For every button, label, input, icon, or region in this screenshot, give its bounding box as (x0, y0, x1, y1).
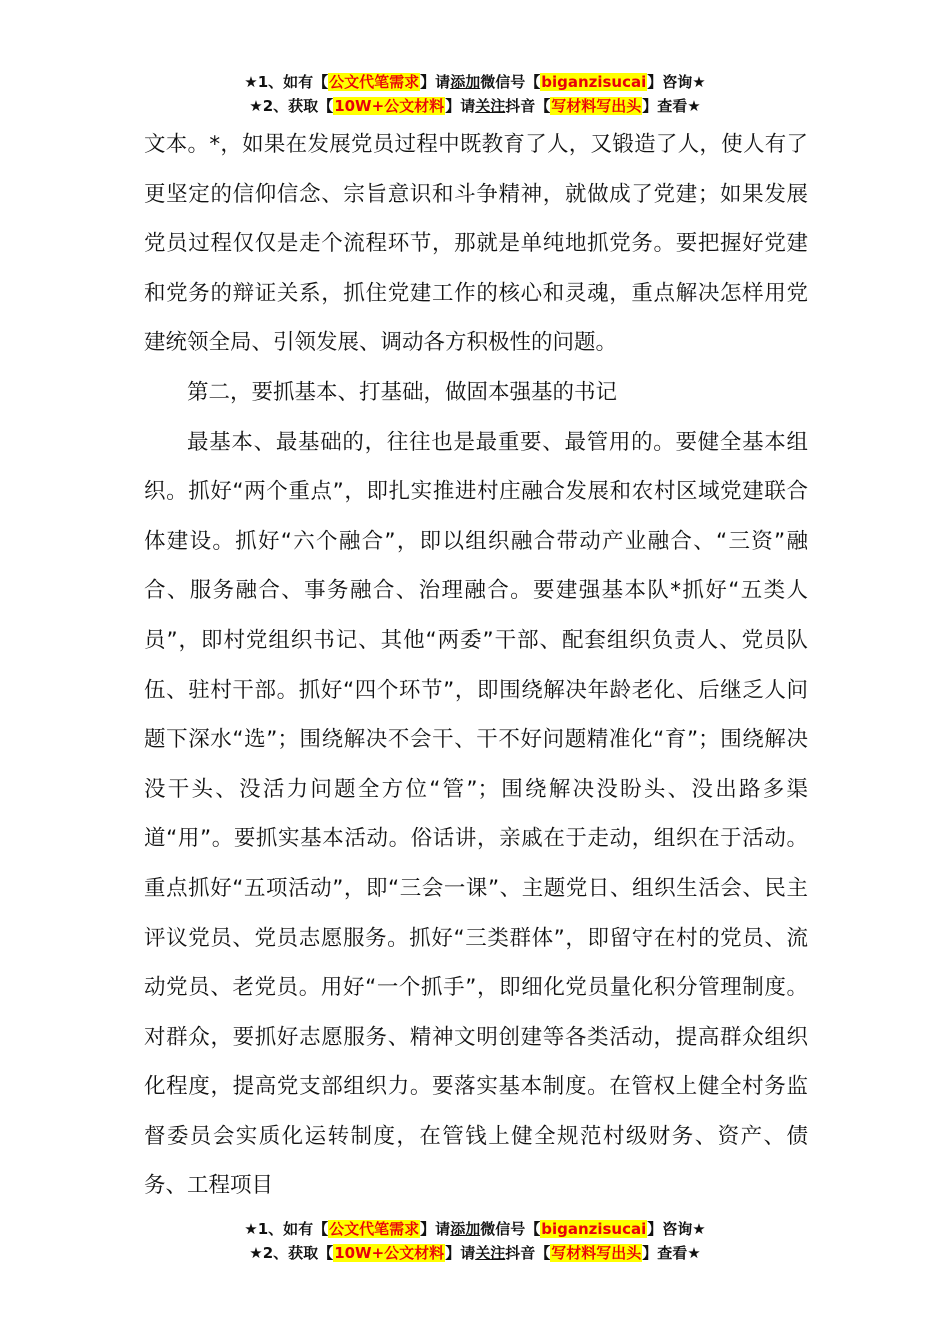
document-body (144, 120, 808, 1211)
promo-service-highlight: 公文代笔需求 (329, 1220, 420, 1238)
promo-line-2-mid: 】请 (445, 97, 476, 115)
promo-line-1-mid2: 微信号【 (480, 1220, 541, 1238)
promo-banner-bottom (0, 1217, 950, 1265)
promo-line-2-mid2: 抖音【 (505, 1244, 551, 1262)
promo-line-1-prefix: ★1、如有【 (244, 1220, 329, 1238)
promo-line-2-mid: 】请 (445, 1244, 476, 1262)
promo-add-emphasis: 添加 (450, 1220, 481, 1238)
promo-materials-highlight: 10W+公文材料 (334, 1244, 445, 1262)
promo-banner-top (0, 70, 950, 118)
promo-line-1-suffix: 】咨询★ (647, 73, 706, 91)
promo-line-1-mid: 】请 (420, 1220, 451, 1238)
promo-line-1-suffix: 】咨询★ (647, 1220, 706, 1238)
promo-line-2-prefix: ★2、获取【 (249, 97, 334, 115)
promo-line-1 (0, 1217, 950, 1241)
promo-line-1-mid2: 微信号【 (480, 73, 541, 91)
body-paragraph-2: 最基本、最基础的，往往也是最重要、最管用的。要健全基本组织。抓好“两个重点”，即扎实推进村庄融合发展和农村区域党建联合体建设。抓好“六个融合”，即以组织融合带动产业融合、“三资”融合、服务融合、事务融合、治理融合。要建强基本队*抓好“五类人员”，即村党组织书记、其他“两委”干部、配套组织负责人、党员队伍、驻村干部。抓好“四个环节”，即围绕解决年龄老化、后继乏人问题下深水“选”；围绕解决不会干、干不好问题精准化“育”；围绕解决没干头、没活力问题全方位“管”；围绕解决没盼头、没出路多渠道“用”。要抓实基本活动。俗话讲，亲戚在于走动，组织在于活动。重点抓好“五项活动”，即“三会一课”、主题党日、组织生活会、民主评议党员、党员志愿服务。抓好“三类群体”，即留守在村的党员、流动党员、老党员。用好“一个抓手”，即细化党员量化积分管理制度。对群众，要抓好志愿服务、精神文明创建等各类活动，提高群众组织化程度，提高党支部组织力。要落实基本制度。在管权上健全村务监督委员会实质化运转制度，在管钱上健全规范村级财务、资产、债务、工程项目 (144, 429, 808, 1199)
promo-wechat-id: biganzisucai (541, 1220, 647, 1238)
body-paragraph-1: 文本。*，如果在发展党员过程中既教育了人，又锻造了人，使人有了更坚定的信仰信念、宗旨意识和斗争精神，就做成了党建；如果发展党员过程仅仅是走个流程环节，那就是单纯地抓党务。要把握好党建和党务的辩证关系，抓住党建工作的核心和灵魂，重点解决怎样用党建统领全局、引领发展、调动各方积极性的问题。 (144, 132, 808, 356)
promo-line-2-suffix: 】查看★ (642, 97, 701, 115)
promo-materials-highlight: 10W+公文材料 (334, 97, 445, 115)
promo-douyin-account: 写材料写出头 (551, 1244, 642, 1262)
promo-line-2-suffix: 】查看★ (642, 1244, 701, 1262)
promo-service-highlight: 公文代笔需求 (329, 73, 420, 91)
promo-line-2 (0, 94, 950, 118)
promo-follow-emphasis: 关注 (475, 97, 506, 115)
promo-line-1-prefix: ★1、如有【 (244, 73, 329, 91)
promo-line-2-mid2: 抖音【 (505, 97, 551, 115)
promo-line-1 (0, 70, 950, 94)
promo-line-2-prefix: ★2、获取【 (249, 1244, 334, 1262)
section-heading-2: 第二，要抓基本、打基础，做固本强基的书记 (187, 379, 618, 405)
promo-line-1-mid: 】请 (420, 73, 451, 91)
promo-douyin-account: 写材料写出头 (551, 97, 642, 115)
promo-follow-emphasis: 关注 (475, 1244, 506, 1262)
promo-line-2 (0, 1241, 950, 1265)
promo-add-emphasis: 添加 (450, 73, 481, 91)
promo-wechat-id: biganzisucai (541, 73, 647, 91)
